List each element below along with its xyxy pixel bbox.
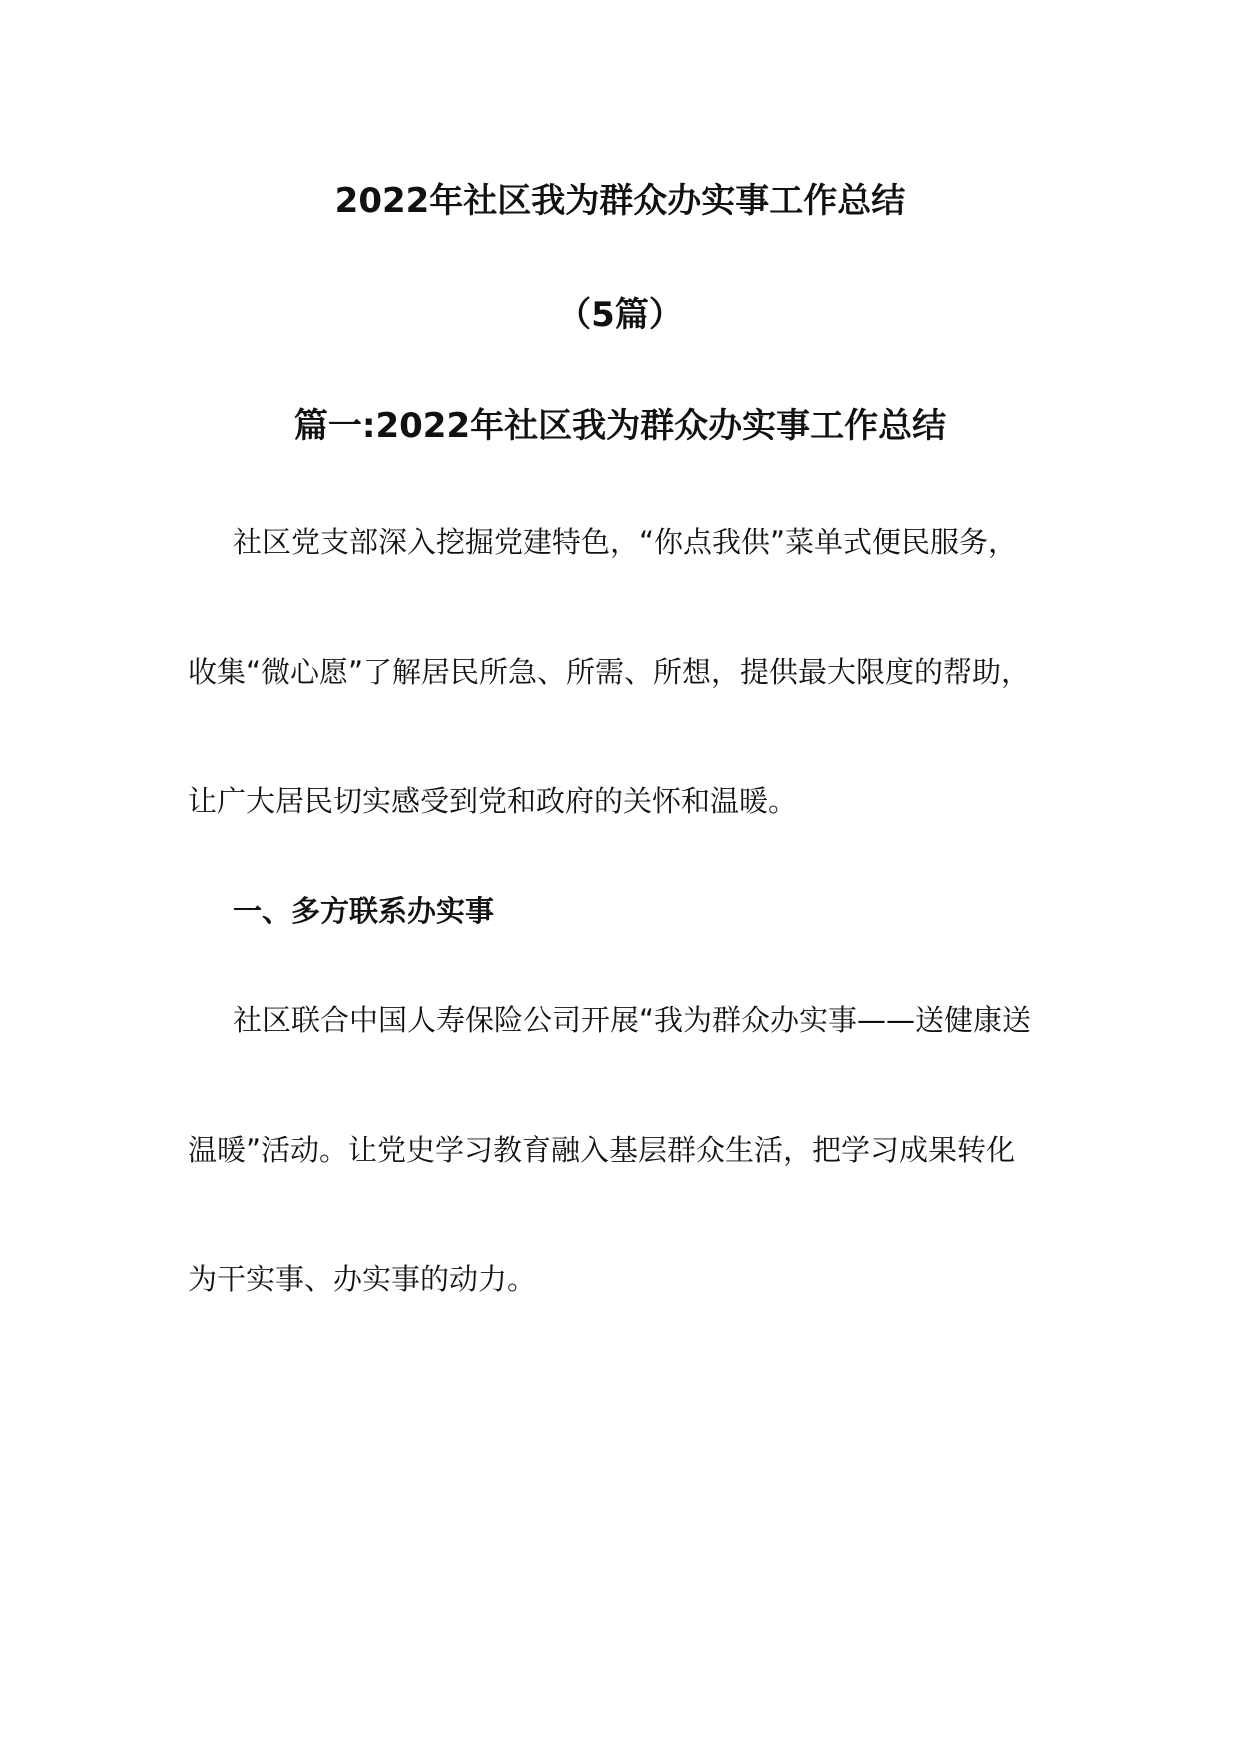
- heading-1: 一、多方联系办实事: [233, 894, 495, 928]
- section-title: 篇一:2022年社区我为群众办实事工作总结: [293, 406, 947, 446]
- paragraph2-line2: 温暖”活动。让党史学习教育融入基层群众生活，把学习成果转化: [188, 1133, 1016, 1167]
- paragraph2-line3: 为干实事、办实事的动力。: [188, 1262, 537, 1296]
- paragraph1-line2: 收集“微心愿”了解居民所急、所需、所想，提供最大限度的帮助，: [188, 655, 1031, 689]
- document-title: 2022年社区我为群众办实事工作总结: [334, 181, 906, 221]
- document-subtitle: （5篇）: [557, 295, 683, 335]
- paragraph2-line1: 社区联合中国人寿保险公司开展“我为群众办实事——送健康送: [233, 1003, 1032, 1037]
- paragraph1-line3: 让广大居民切实感受到党和政府的关怀和温暖。: [188, 784, 798, 818]
- paragraph1-line1: 社区党支部深入挖掘党建特色，“你点我供”菜单式便民服务，: [233, 525, 1018, 559]
